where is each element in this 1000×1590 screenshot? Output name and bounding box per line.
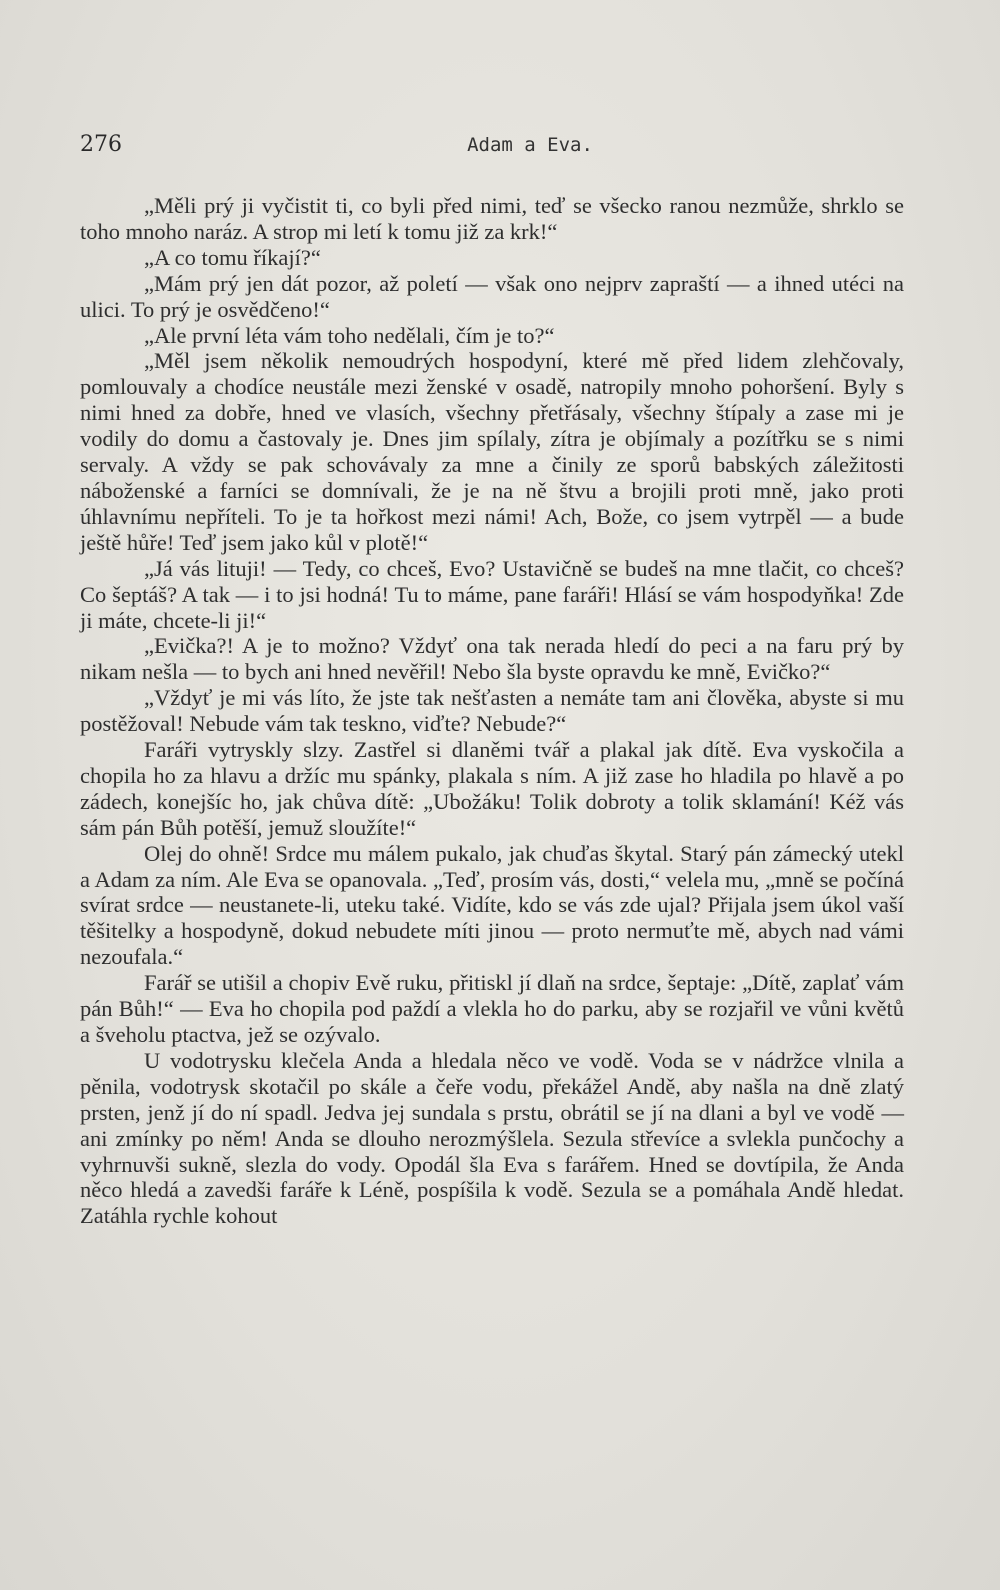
paragraph: Olej do ohně! Srdce mu málem pukalo, jak chuďas škytal. Starý pán zámecký utekl a Adam za ním. Ale Eva se opanovala. „Teď, prosím vás, dosti,“ velela mu, „mně se počíná svírat srdce — neustanete-li, uteku také. Vidíte, kdo se vás zde ujal? Přijala jsem úkol vaší těšitelky a hospodyně, dokud nebudete míti jinou — proto nermuťte mě, abych nad vámi nezoufala.“ [80,840,904,970]
page-header [80,132,904,162]
paragraph: „Měl jsem několik nemoudrých hospodyní, které mě před lidem zlehčovaly, pomlouvaly a chodíce neustále mezi ženské v osadě, natropily mnoho pohoršení. Byly s nimi hned za dobře, hned ve vlasích, všechny přetřásaly, všechny štípaly a zase mi je vodily do domu a častovaly je. Dnes jim spílaly, zítra je objímaly a pozítřku se s nimi servaly. A vždy se pak schovávaly za mne a činily ze sporů babských záležitosti náboženské a farníci se domnívali, že je na ně štvu a brojili proti mně, jako proti úhlavnímu nepříteli. To je ta hořkost mezi námi! Ach, Bože, co jsem vytrpěl — a bude ještě hůře! Teď jsem jako kůl v plotě!“ [80,348,904,555]
paragraph: Faráři vytryskly slzy. Zastřel si dlaněmi tvář a plakal jak dítě. Eva vyskočila a chopila ho za hlavu a držíc mu spánky, plakala s ním. A již zase ho hladila po hlavě a po zádech, konejšíc ho, jak chůva dítě: „Ubožáku! Tolik dobroty a tolik sklamání! Kéž vás sám pán Bůh potěší, jemuž sloužíte!“ [80,737,904,840]
paragraph: „Mám prý jen dát pozor, až poletí — však ono nejprv zapraští — a ihned utéci na ulici. To prý je osvědčeno!“ [80,270,904,322]
paragraph: Farář se utišil a chopiv Evě ruku, přitiskl jí dlaň na srdce, šeptaje: „Dítě, zaplať vám pán Bůh!“ — Eva ho chopila pod paždí a vlekla ho do parku, aby se rozjařil ve vůni květů a šveholu ptactva, jež se ozývalo. [80,970,904,1047]
running-title: Adam a Eva. [467,134,593,156]
body-text [80,193,904,1229]
paragraph: „Evička?! A je to možno? Vždyť ona tak nerada hledí do peci a na faru prý by nikam nešla — to bych ani hned nevěřil! Nebo šla byste opravdu ke mně, Evičko?“ [80,633,904,685]
paragraph: „Měli prý ji vyčistit ti, co byli před nimi, teď se všecko ranou nezmůže, shrklo se toho mnoho naráz. A strop mi letí k tomu již za krk!“ [80,193,904,244]
paragraph: „Ale první léta vám toho nedělali, čím je to?“ [144,322,555,348]
paragraph: U vodotrysku klečela Anda a hledala něco ve vodě. Voda se v nádržce vlnila a pěnila, vodotrysk skotačil po skále a čeře vodu, překážel Andě, aby našla na dně zlatý prsten, jenž jí do ní spadl. Jedva jej sundala s prstu, obrátil se jí na dlani a byl ve vodě — ani zmínky po něm! Anda se dlouho nerozmýšlela. Sezula střevíce a svlekla punčochy a vyhrnuvši sukně, slezla do vody. Opodál šla Eva s farářem. Hned se dovtípila, že Anda něco hledá a zavedši faráře k Léně, pospíšila k vodě. Sezula se a pomáhala Andě hledat. Zatáhla rychle kohout [80,1047,904,1229]
paragraph: „Vždyť je mi vás líto, že jste tak nešťasten a nemáte tam ani člověka, abyste si mu postěžoval! Nebude vám tak teskno, viďte? Nebude?“ [80,685,904,737]
paragraph: „A co tomu říkají?“ [144,244,321,270]
paragraph: „Já vás lituji! — Tedy, co chceš, Evo? Ustavičně se budeš na mne tlačit, co chceš? Co šeptáš? A tak — i to jsi hodná! Tu to máme, pane faráři! Hlásí se vám hospodyňka! Zde ji máte, chcete-li ji!“ [80,555,904,633]
page-number: 276 [80,132,122,157]
